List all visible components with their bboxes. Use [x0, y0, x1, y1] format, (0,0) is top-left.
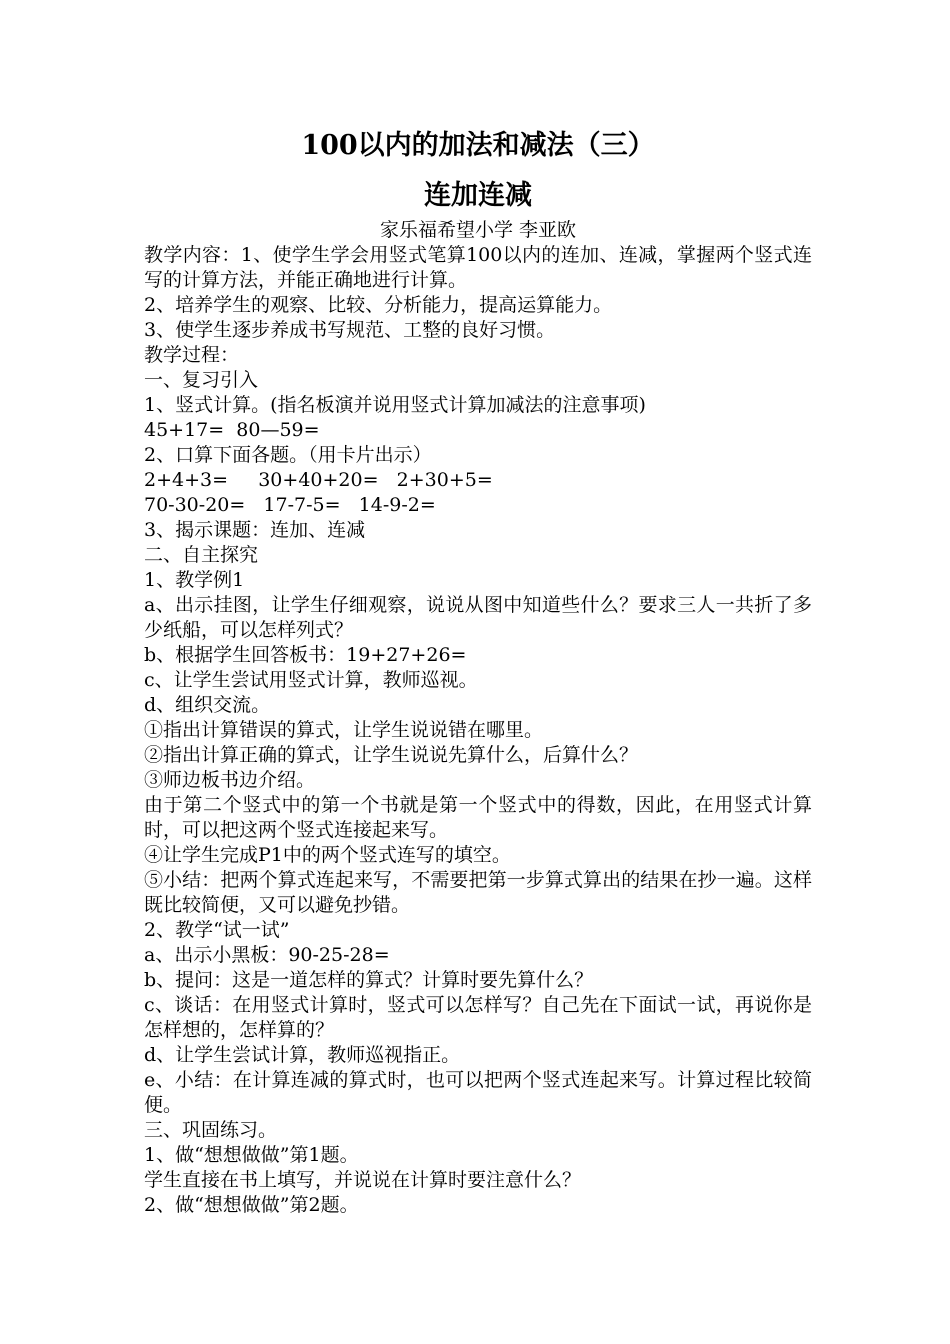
paragraph: ④让学生完成P1中的两个竖式连写的填空。: [144, 844, 511, 866]
paragraph-objective-1: 教学内容：1、使学生学会用竖式笔算100以内的连加、连减，掌握两个竖式连写的计算方法，并能正确地进行计算。: [144, 244, 812, 291]
paragraph-objective-3: 3、使学生逐步养成书写规范、工整的良好习惯。: [144, 319, 556, 341]
paragraph: ⑤小结：把两个算式连起来写，不需要把第一步算式算出的结果在抄一遍。这样既比较简便，又可以避免抄错。: [144, 869, 812, 916]
paragraph: 学生直接在书上填写，并说说在计算时要注意什么？: [144, 1169, 582, 1191]
paragraph: 1、做“想想做做”第1题。: [144, 1144, 359, 1166]
paragraph-math: 2+4+3= 30+40+20= 2+30+5=: [144, 469, 493, 491]
paragraph: 1、竖式计算。(指名板演并说用竖式计算加减法的注意事项): [144, 394, 646, 416]
section-heading-process: 教学过程：: [144, 344, 240, 366]
document-body: [144, 128, 812, 1218]
paragraph: e、小结：在计算连减的算式时，也可以把两个竖式连起来写。计算过程比较简便。: [144, 1069, 812, 1116]
paragraph: 2、做“想想做做”第2题。: [144, 1194, 359, 1216]
document-title: 100以内的加法和减法（三）: [301, 130, 655, 161]
paragraph: d、让学生尝试计算，教师巡视指正。: [144, 1044, 461, 1066]
paragraph-objective-2: 2、培养学生的观察、比较、分析能力，提高运算能力。: [144, 294, 613, 316]
section-heading-explore: 二、自主探究: [144, 544, 259, 566]
paragraph: b、提问：这是一道怎样的算式？计算时要先算什么？: [144, 969, 594, 991]
paragraph: 3、揭示课题：连加、连减: [144, 519, 366, 541]
paragraph-math: 70-30-20= 17-7-5= 14-9-2=: [144, 494, 436, 516]
paragraph: b、根据学生回答板书：19+27+26=: [144, 644, 467, 666]
author-line: 家乐福希望小学 李亚欧: [379, 219, 577, 241]
paragraph-math: 45+17= 80—59=: [144, 419, 320, 441]
section-heading-review: 一、复习引入: [144, 369, 259, 391]
paragraph: a、出示小黑板：90-25-28=: [144, 944, 390, 966]
paragraph: c、让学生尝试用竖式计算，教师巡视。: [144, 669, 478, 691]
paragraph: ①指出计算错误的算式，让学生说说错在哪里。: [144, 719, 544, 741]
document-subtitle: 连加连减: [424, 180, 532, 211]
paragraph: 由于第二个竖式中的第一个书就是第一个竖式中的得数，因此，在用竖式计算时，可以把这两个竖式连接起来写。: [144, 794, 812, 841]
paragraph: ②指出计算正确的算式，让学生说说先算什么，后算什么？: [144, 744, 639, 766]
paragraph: ③师边板书边介绍。: [144, 769, 316, 791]
section-heading-practice: 三、巩固练习。: [144, 1119, 278, 1141]
paragraph: d、组织交流。: [144, 694, 271, 716]
paragraph: 2、教学“试一试”: [144, 919, 290, 941]
paragraph: c、谈话：在用竖式计算时，竖式可以怎样写？自己先在下面试一试，再说你是怎样想的，怎样算的？: [144, 994, 812, 1041]
paragraph: a、出示挂图，让学生仔细观察，说说从图中知道些什么？要求三人一共折了多少纸船，可以怎样列式？: [144, 594, 812, 641]
paragraph: 2、口算下面各题。（用卡片出示）: [144, 444, 432, 466]
paragraph: 1、教学例1: [144, 569, 245, 591]
